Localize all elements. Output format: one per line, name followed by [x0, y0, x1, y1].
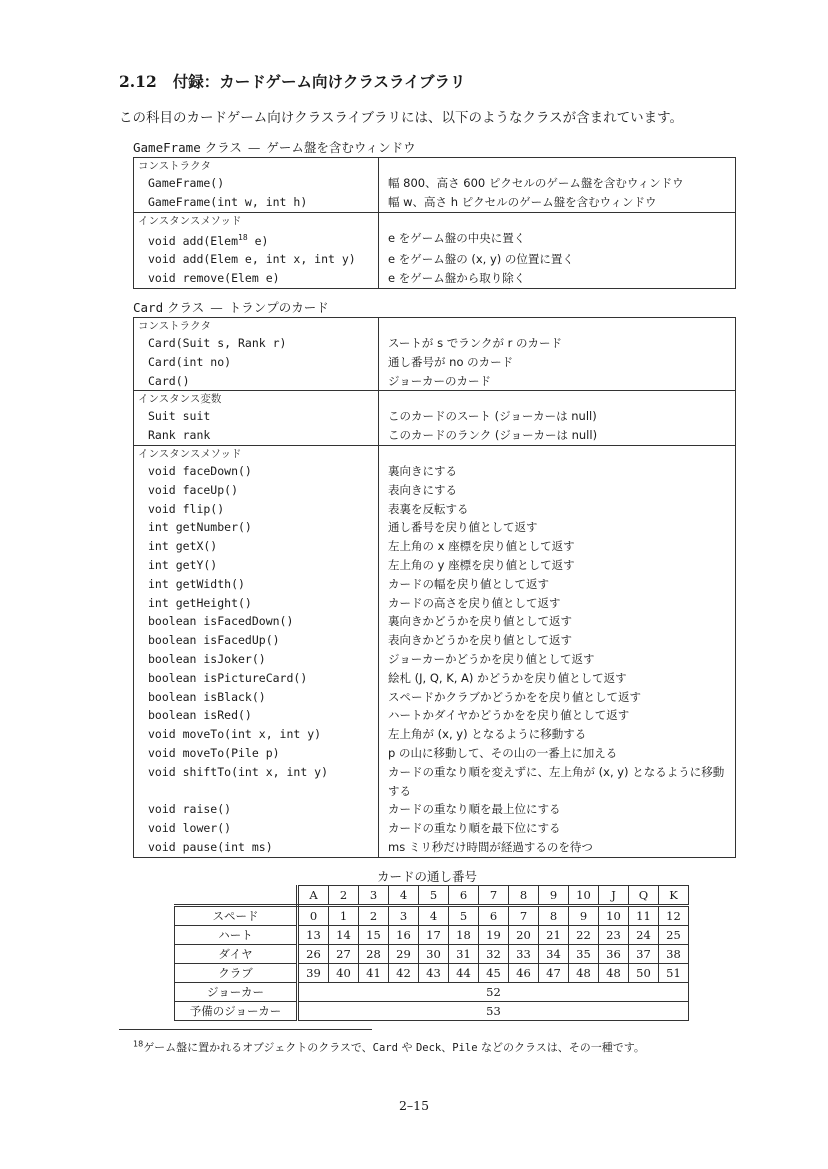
- card-class-word: クラス: [167, 300, 205, 315]
- footnote-ref: 18: [238, 232, 248, 242]
- card-method-signature: void pause(int ms): [134, 838, 379, 857]
- card-method-row: [134, 744, 736, 763]
- gameframe-method-row: [134, 269, 736, 288]
- section-heading: [119, 70, 466, 92]
- card-method-description: 左上角の x 座標を戻り値として返す: [388, 539, 575, 554]
- card-number-cell: 42: [389, 964, 419, 983]
- card-number-cell: 32: [479, 945, 509, 964]
- card-method-signature: void moveTo(int x, int y): [134, 725, 379, 744]
- gameframe-class-title: [133, 138, 416, 156]
- card-number-cell: 45: [479, 964, 509, 983]
- card-method-row: [134, 594, 736, 613]
- footnote-text-after: などのクラスは、その一種です。: [477, 1041, 645, 1054]
- card-number-cell: 27: [329, 945, 359, 964]
- card-method-row: [134, 763, 736, 801]
- gameframe-subtitle: ゲーム盤を含むウィンドウ: [266, 140, 416, 155]
- card-method-description: 裏向きかどうかを戻り値として返す: [388, 614, 572, 629]
- card-method-description: ジョーカーかどうかを戻り値として返す: [388, 651, 595, 666]
- signature-text-after: e): [247, 233, 269, 248]
- suit-label: ダイヤ: [175, 945, 298, 964]
- card-number-cell: 11: [629, 906, 659, 926]
- gameframe-constructor-section-blank: [379, 158, 736, 175]
- card-constructor-description: ジョーカーのカード: [388, 373, 492, 388]
- footnote-code-deck: Deck: [415, 1042, 442, 1054]
- card-number-cell: 18: [449, 926, 479, 945]
- card-number-cell: 25: [659, 926, 689, 945]
- card-method-row: [134, 575, 736, 594]
- card-constructor-signature: Card(): [134, 372, 379, 391]
- card-field-signature: Suit suit: [134, 407, 379, 426]
- card-field-description: このカードのスート (ジョーカーは null): [388, 409, 597, 424]
- card-number-cell: 3: [389, 906, 419, 926]
- card-method-description: カードの幅を戻り値として返す: [388, 576, 549, 591]
- card-method-row: [134, 462, 736, 481]
- card-dash: —: [210, 300, 223, 315]
- card-number-cell: 5: [449, 906, 479, 926]
- card-number-table: [174, 885, 689, 1021]
- card-number-cell: 44: [449, 964, 479, 983]
- card-field-section-label: インスタンス変数: [134, 391, 379, 408]
- gameframe-constructor-description: 幅 w、高さ h ピクセルのゲーム盤を含むウィンドウ: [388, 194, 657, 209]
- footnote-text-mid2: 、: [441, 1041, 453, 1054]
- card-method-row: [134, 725, 736, 744]
- rank-header: 5: [419, 886, 449, 906]
- card-method-row: [134, 612, 736, 631]
- card-method-row: [134, 500, 736, 519]
- card-number-cell: 9: [569, 906, 599, 926]
- card-number-table-title: カードの通し番号: [377, 869, 478, 884]
- rank-header: 3: [359, 886, 389, 906]
- card-number-cell: 23: [599, 926, 629, 945]
- card-number-cell: 50: [629, 964, 659, 983]
- gameframe-method-description: e をゲーム盤から取り除く: [388, 271, 526, 286]
- card-constructor-description: スートが s でランクが r のカード: [388, 336, 563, 350]
- footnote-text: ゲーム盤に置かれるオブジェクトのクラスで、: [143, 1041, 373, 1054]
- gameframe-method-description: e をゲーム盤の (x, y) の位置に置く: [388, 252, 574, 267]
- rank-header: K: [659, 886, 689, 906]
- card-method-signature: void moveTo(Pile p): [134, 744, 379, 763]
- card-number-cell: 29: [389, 945, 419, 964]
- card-number-cell: 14: [329, 926, 359, 945]
- card-constructor-row: [134, 372, 736, 391]
- card-number-cell: 2: [359, 906, 389, 926]
- rank-header: 10: [569, 886, 599, 906]
- gameframe-constructor-section-header: [134, 158, 736, 175]
- card-number-cell: 20: [509, 926, 539, 945]
- gameframe-method-signature: void remove(Elem e): [134, 269, 379, 288]
- signature-text: void add(Elem: [148, 233, 239, 248]
- card-method-description: p の山に移動して、その山の一番上に加える: [388, 745, 618, 760]
- card-method-section-label: インスタンスメソッド: [134, 445, 379, 462]
- card-method-signature: void flip(): [134, 500, 379, 519]
- gameframe-dash: —: [247, 140, 261, 155]
- card-method-description: 裏向きにする: [388, 463, 457, 478]
- card-number-cell: 30: [419, 945, 449, 964]
- card-constructor-signature: Card(int no): [134, 353, 379, 372]
- card-method-signature: boolean isPictureCard(): [134, 669, 379, 688]
- joker-label: ジョーカー: [175, 983, 298, 1002]
- card-method-description: カードの高さを戻り値として返す: [388, 595, 561, 610]
- joker-number: 52: [298, 983, 689, 1002]
- card-field-signature: Rank rank: [134, 426, 379, 445]
- card-number-cell: 37: [629, 945, 659, 964]
- card-method-signature: boolean isRed(): [134, 706, 379, 725]
- gameframe-method-section-label: インスタンスメソッド: [134, 212, 379, 229]
- card-method-signature: int getNumber(): [134, 518, 379, 537]
- card-constructor-section-header: [134, 318, 736, 335]
- card-number-cell: 8: [539, 906, 569, 926]
- card-number-cell: 40: [329, 964, 359, 983]
- card-method-description: ハートかダイヤかどうかをを戻り値として返す: [388, 708, 630, 723]
- gameframe-constructor-signature: GameFrame(): [134, 174, 379, 193]
- card-class-name: Card: [133, 300, 164, 315]
- card-constructor-section-label: コンストラクタ: [134, 318, 379, 335]
- card-method-description: スペードかクラブかどうかをを戻り値として返す: [388, 689, 641, 704]
- card-method-signature: boolean isJoker(): [134, 650, 379, 669]
- card-field-row: [134, 426, 736, 445]
- card-number-cell: 48: [599, 964, 629, 983]
- card-api-table: [133, 317, 736, 858]
- card-field-description: このカードのランク (ジョーカーは null): [388, 428, 598, 443]
- gameframe-method-row: [134, 229, 736, 251]
- card-number-cell: 36: [599, 945, 629, 964]
- card-method-row: [134, 631, 736, 650]
- suit-label: クラブ: [175, 964, 298, 983]
- card-number-cell: 43: [419, 964, 449, 983]
- card-number-cell: 39: [298, 964, 329, 983]
- footnote-rule: [119, 1029, 372, 1030]
- section-number: 2.12: [119, 72, 157, 91]
- gameframe-constructor-row: [134, 193, 736, 212]
- rank-header: 4: [389, 886, 419, 906]
- card-field-section-header: [134, 391, 736, 408]
- gameframe-constructor-description: 幅 800、高さ 600 ピクセルのゲーム盤を含むウィンドウ: [388, 176, 684, 190]
- card-number-cell: 1: [329, 906, 359, 926]
- card-constructor-row: [134, 334, 736, 353]
- card-number-cell: 0: [298, 906, 329, 926]
- rank-header: 8: [509, 886, 539, 906]
- card-method-signature: void raise(): [134, 800, 379, 819]
- footnote-code-pile: Pile: [452, 1042, 478, 1054]
- footnote-code-card: Card: [372, 1042, 398, 1054]
- card-method-row: [134, 800, 736, 819]
- card-field-row: [134, 407, 736, 426]
- card-method-section-header: [134, 445, 736, 462]
- footnote-mark: 18: [133, 1039, 144, 1049]
- corner-cell: [175, 886, 298, 906]
- rank-header: Q: [629, 886, 659, 906]
- card-number-cell: 22: [569, 926, 599, 945]
- card-constructor-row: [134, 353, 736, 372]
- card-method-signature: void lower(): [134, 819, 379, 838]
- card-number-cell: 38: [659, 945, 689, 964]
- footnote: [133, 1039, 645, 1055]
- card-method-signature: int getX(): [134, 537, 379, 556]
- gameframe-method-row: [134, 250, 736, 269]
- intro-paragraph: この科目のカードゲーム向けクラスライブラリには、以下のようなクラスが含まれています。: [119, 110, 684, 126]
- card-constructor-signature: Card(Suit s, Rank r): [134, 334, 379, 353]
- card-number-cell: 13: [298, 926, 329, 945]
- gameframe-method-section-header: [134, 212, 736, 229]
- card-method-description: 表向きにする: [388, 482, 457, 497]
- card-number-cell: 46: [509, 964, 539, 983]
- card-method-row: [134, 650, 736, 669]
- rank-header: 9: [539, 886, 569, 906]
- card-method-description: カードの重なり順を最下位にする: [388, 821, 561, 836]
- card-number-cell: 7: [509, 906, 539, 926]
- spare-joker-label: 予備のジョーカー: [175, 1002, 298, 1021]
- gameframe-method-section-blank: [379, 212, 736, 229]
- section-title: 付録：カードゲーム向けクラスライブラリ: [172, 73, 466, 91]
- card-method-row: [134, 556, 736, 575]
- suit-label: ハート: [175, 926, 298, 945]
- card-method-description: ms ミリ秒だけ時間が経過するのを待つ: [388, 839, 593, 854]
- card-method-row: [134, 518, 736, 537]
- card-method-row: [134, 669, 736, 688]
- gameframe-constructor-section-label: コンストラクタ: [134, 158, 379, 175]
- rank-header: 6: [449, 886, 479, 906]
- card-method-row: [134, 706, 736, 725]
- card-number-cell: 35: [569, 945, 599, 964]
- card-method-row: [134, 688, 736, 707]
- card-subtitle: トランプのカード: [228, 300, 329, 315]
- card-number-cell: 4: [419, 906, 449, 926]
- card-class-title: [133, 298, 329, 316]
- suit-row: [175, 906, 689, 926]
- card-number-cell: 10: [599, 906, 629, 926]
- rank-header: 7: [479, 886, 509, 906]
- footnote-text-mid1: や: [397, 1041, 416, 1054]
- card-number-cell: 16: [389, 926, 419, 945]
- suit-row: [175, 964, 689, 983]
- card-method-signature: void shiftTo(int x, int y): [134, 763, 379, 801]
- card-number-cell: 47: [539, 964, 569, 983]
- card-number-cell: 12: [659, 906, 689, 926]
- card-method-description: 左上角の y 座標を戻り値として返す: [388, 557, 575, 572]
- card-method-signature: boolean isFacedDown(): [134, 612, 379, 631]
- card-number-cell: 26: [298, 945, 329, 964]
- card-method-description: 絵札 (J, Q, K, A) かどうかを戻り値として返す: [388, 670, 627, 685]
- card-method-signature: void faceDown(): [134, 462, 379, 481]
- card-number-cell: 41: [359, 964, 389, 983]
- card-method-description: カードの重なり順を最上位にする: [388, 802, 561, 817]
- gameframe-api-table: [133, 157, 736, 289]
- gameframe-method-signature: void add(Elem e, int x, int y): [134, 250, 379, 269]
- gameframe-method-signature: [134, 229, 379, 251]
- spare-joker-row: [175, 1002, 689, 1021]
- spare-joker-number: 53: [298, 1002, 689, 1021]
- card-method-signature: int getHeight(): [134, 594, 379, 613]
- card-method-row: [134, 838, 736, 857]
- card-method-description: 左上角が (x, y) となるように移動する: [388, 727, 587, 742]
- card-number-cell: 6: [479, 906, 509, 926]
- gameframe-class-name: GameFrame: [133, 140, 201, 155]
- card-method-signature: int getWidth(): [134, 575, 379, 594]
- card-method-section-blank: [379, 445, 736, 462]
- card-method-description: 通し番号を戻り値として返す: [388, 520, 538, 535]
- suit-row: [175, 945, 689, 964]
- rank-header: A: [298, 886, 329, 906]
- suit-row: [175, 926, 689, 945]
- card-method-row: [134, 819, 736, 838]
- card-number-cell: 19: [479, 926, 509, 945]
- page-number: 2–15: [398, 1098, 430, 1113]
- card-number-cell: 48: [569, 964, 599, 983]
- card-number-cell: 17: [419, 926, 449, 945]
- card-number-cell: 24: [629, 926, 659, 945]
- card-number-cell: 51: [659, 964, 689, 983]
- rank-header-row: [175, 886, 689, 906]
- card-method-description: 表裏を反転する: [388, 501, 469, 516]
- gameframe-constructor-signature: GameFrame(int w, int h): [134, 193, 379, 212]
- card-number-cell: 31: [449, 945, 479, 964]
- rank-header: J: [599, 886, 629, 906]
- card-number-cell: 34: [539, 945, 569, 964]
- gameframe-method-description: e をゲーム盤の中央に置く: [388, 230, 526, 245]
- card-field-section-blank: [379, 391, 736, 408]
- card-number-cell: 28: [359, 945, 389, 964]
- card-constructor-section-blank: [379, 318, 736, 335]
- gameframe-class-word: クラス: [204, 140, 242, 155]
- card-method-description: 表向きかどうかを戻り値として返す: [388, 633, 572, 648]
- card-method-row: [134, 537, 736, 556]
- card-method-signature: int getY(): [134, 556, 379, 575]
- card-method-description: カードの重なり順を変えずに、左上角が (x, y) となるように移動する: [388, 764, 725, 798]
- card-method-signature: boolean isFacedUp(): [134, 631, 379, 650]
- card-number-cell: 15: [359, 926, 389, 945]
- suit-label: スペード: [175, 906, 298, 926]
- card-number-cell: 33: [509, 945, 539, 964]
- card-method-signature: boolean isBlack(): [134, 688, 379, 707]
- card-method-signature: void faceUp(): [134, 481, 379, 500]
- card-number-cell: 21: [539, 926, 569, 945]
- card-method-row: [134, 481, 736, 500]
- rank-header: 2: [329, 886, 359, 906]
- joker-row: [175, 983, 689, 1002]
- card-constructor-description: 通し番号が no のカード: [388, 354, 514, 369]
- gameframe-constructor-row: [134, 174, 736, 193]
